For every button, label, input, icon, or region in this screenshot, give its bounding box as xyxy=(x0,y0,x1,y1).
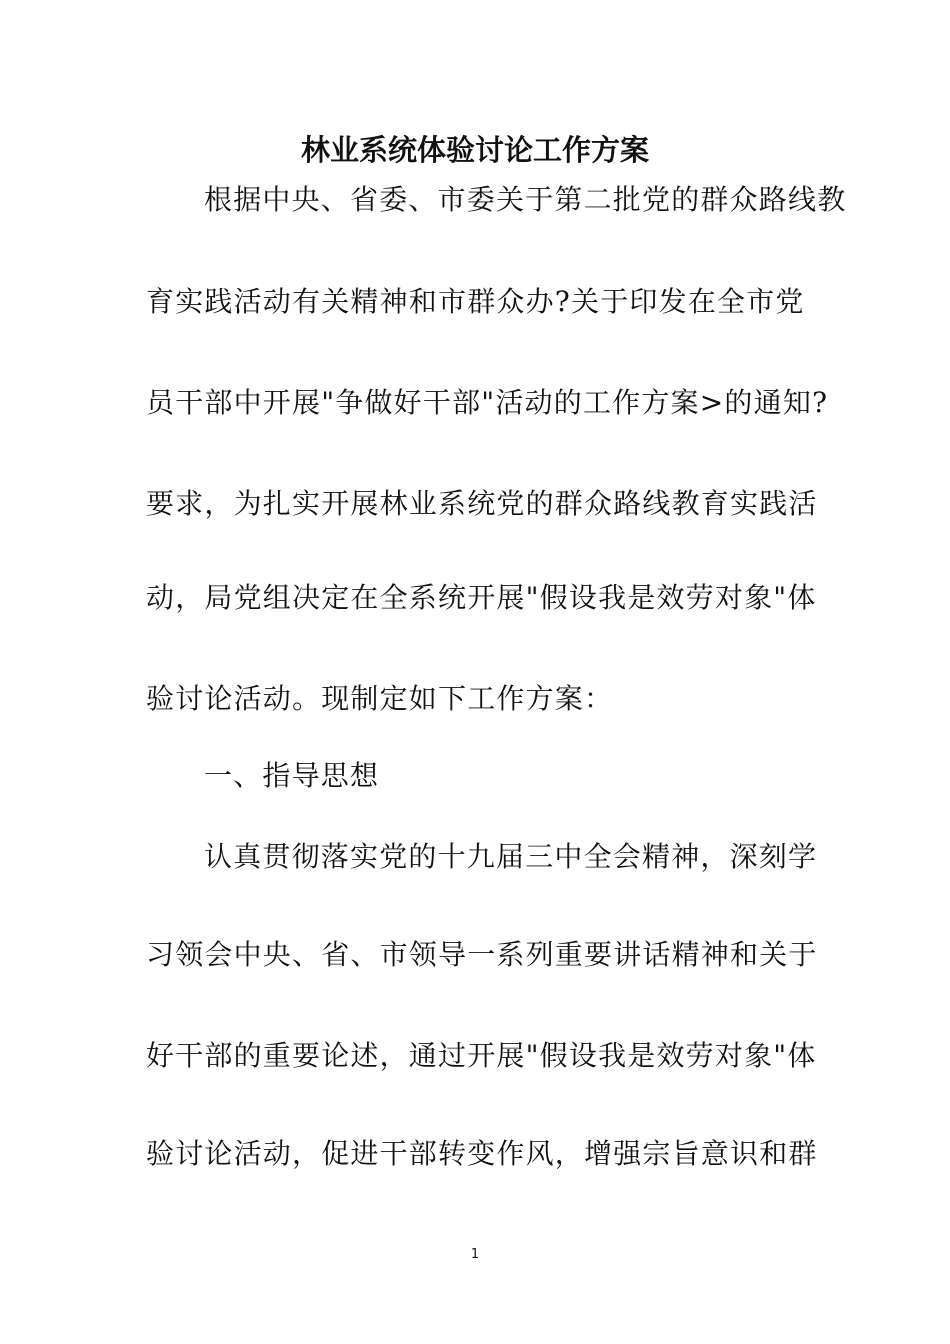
paragraph-line: 动，局党组决定在全系统开展"假设我是效劳对象"体 xyxy=(146,581,817,614)
paragraph-line: 习领会中央、省、市领导一系列重要讲话精神和关于 xyxy=(146,938,818,971)
paragraph-line: 员干部中开展"争做好干部"活动的工作方案>的通知? xyxy=(146,386,829,419)
paragraph-line: 认真贯彻落实党的十九届三中全会精神，深刻学 xyxy=(204,840,818,873)
section-heading: 一、指导思想 xyxy=(204,759,380,792)
page-title: 林业系统体验讨论工作方案 xyxy=(300,133,649,167)
paragraph-line: 根据中央、省委、市委关于第二批党的群众路线教 xyxy=(204,183,847,216)
paragraph-line: 验讨论活动，促进干部转变作风，增强宗旨意识和群 xyxy=(146,1137,818,1170)
paragraph-line: 育实践活动有关精神和市群众办?关于印发在全市党 xyxy=(146,285,805,318)
paragraph-line: 要求，为扎实开展林业系统党的群众路线教育实践活 xyxy=(146,487,818,520)
paragraph-line: 验讨论活动。现制定如下工作方案： xyxy=(146,682,614,715)
page-number: 1 xyxy=(470,1247,480,1262)
paragraph-line: 好干部的重要论述，通过开展"假设我是效劳对象"体 xyxy=(146,1039,817,1072)
